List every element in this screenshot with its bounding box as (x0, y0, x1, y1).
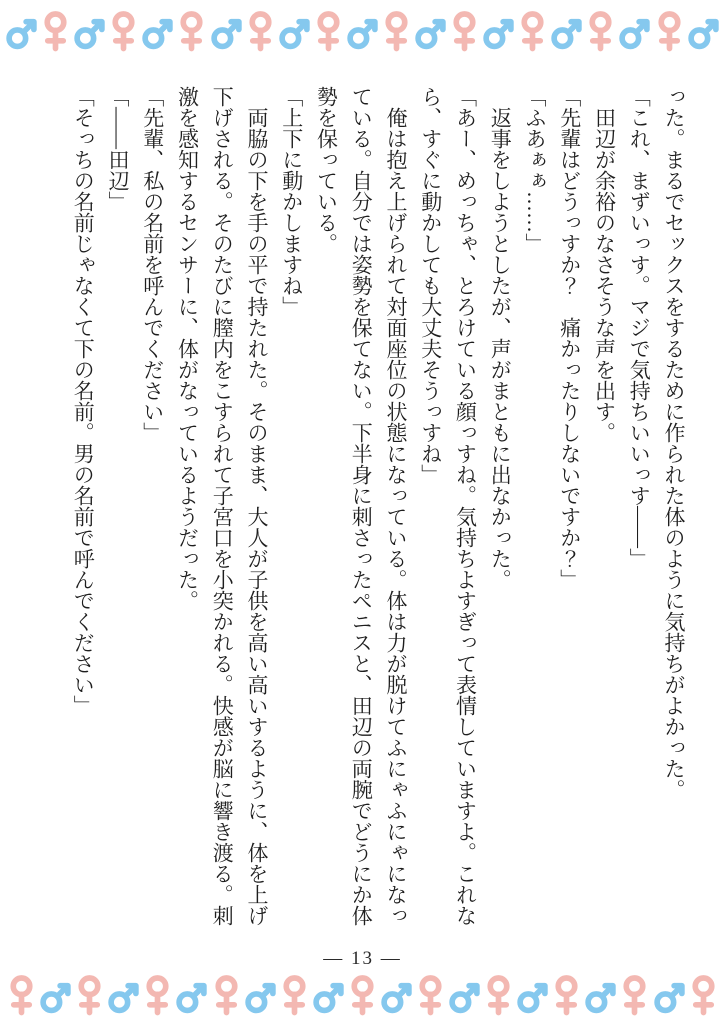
female-symbol-icon (210, 973, 243, 1017)
female-symbol-icon (448, 9, 481, 53)
paragraph: 両脇の下を手の平で持たれた。そのまま、大人が子供を高い高いするように、体を上げ下げされる。そのたびに膣内をこすられて子宮口を小突かれる。快感が脳に響き渡る。刺激を感知するセンサーに、体がなっているようだった。 (175, 86, 269, 926)
paragraph: 「そっちの名前じゃなくて下の名前。男の名前で呼んでください」 (71, 86, 96, 716)
female-symbol-icon (244, 9, 277, 53)
male-symbol-icon (618, 9, 651, 53)
novel-text-block (66, 86, 692, 926)
male-symbol-icon (653, 973, 686, 1017)
male-symbol-icon (39, 973, 72, 1017)
male-symbol-icon (312, 973, 345, 1017)
male-symbol-icon (107, 973, 140, 1017)
male-symbol-icon (380, 973, 413, 1017)
male-symbol-icon (584, 973, 617, 1017)
male-symbol-icon (141, 9, 174, 53)
paragraph: 「上下に動かしますね」 (279, 86, 304, 317)
male-symbol-icon (278, 9, 311, 53)
male-symbol-icon (346, 9, 379, 53)
male-symbol-icon (516, 973, 549, 1017)
female-symbol-icon (175, 9, 208, 53)
paragraph: った。まるでセックスをするために作られた体のように気持ちがよかった。 (662, 86, 686, 800)
paragraph: 「――田辺」 (106, 86, 130, 212)
male-symbol-icon (550, 9, 583, 53)
female-symbol-icon (346, 973, 379, 1017)
female-symbol-icon (653, 9, 686, 53)
paragraph: 「ふあぁぁ……」 (523, 86, 547, 254)
male-symbol-icon (244, 973, 277, 1017)
paragraph: 返事をしようとしたが、声がまともに出なかった。 (488, 107, 513, 590)
male-symbol-icon (175, 973, 208, 1017)
female-symbol-icon (550, 973, 583, 1017)
female-symbol-icon (73, 973, 106, 1017)
female-symbol-icon (380, 9, 413, 53)
male-symbol-icon (414, 9, 447, 53)
female-symbol-icon (618, 973, 651, 1017)
female-symbol-icon (278, 973, 311, 1017)
male-symbol-icon (73, 9, 106, 53)
top-border (0, 6, 725, 56)
male-symbol-icon (482, 9, 515, 53)
female-symbol-icon (5, 973, 38, 1017)
female-symbol-icon (687, 973, 720, 1017)
male-symbol-icon (448, 973, 481, 1017)
paragraph: 「先輩、私の名前を呼んでください」 (140, 86, 165, 443)
male-symbol-icon (5, 9, 38, 53)
paragraph: 「これ、まずいっす。マジで気持ちいいっす――」 (627, 86, 652, 569)
paragraph: 田辺が余裕のなさそうな声を出す。 (592, 107, 617, 443)
male-symbol-icon (687, 9, 720, 53)
bottom-border (0, 970, 725, 1020)
female-symbol-icon (414, 973, 447, 1017)
female-symbol-icon (516, 9, 549, 53)
female-symbol-icon (141, 973, 174, 1017)
page-number: — 13 — (323, 948, 402, 969)
male-symbol-icon (210, 9, 243, 53)
female-symbol-icon (584, 9, 617, 53)
female-symbol-icon (107, 9, 140, 53)
paragraph: 「あー、めっちゃ、とろけている顔っすね。気持ちよすぎって表情していますよ。これなら、すぐに動かしても大丈夫そうっすね」 (418, 86, 478, 926)
female-symbol-icon (312, 9, 345, 53)
female-symbol-icon (482, 973, 515, 1017)
female-symbol-icon (39, 9, 72, 53)
paragraph: 「先輩はどうっすか？ 痛かったりしないですか？」 (557, 86, 582, 590)
paragraph: 俺は抱え上げられて対面座位の状態になっている。体は力が脱けてふにゃふにゃになっている。自分では姿勢を保てない。下半身に刺さったペニスと、田辺の両腕でどうにか体勢を保っている。 (314, 86, 408, 926)
